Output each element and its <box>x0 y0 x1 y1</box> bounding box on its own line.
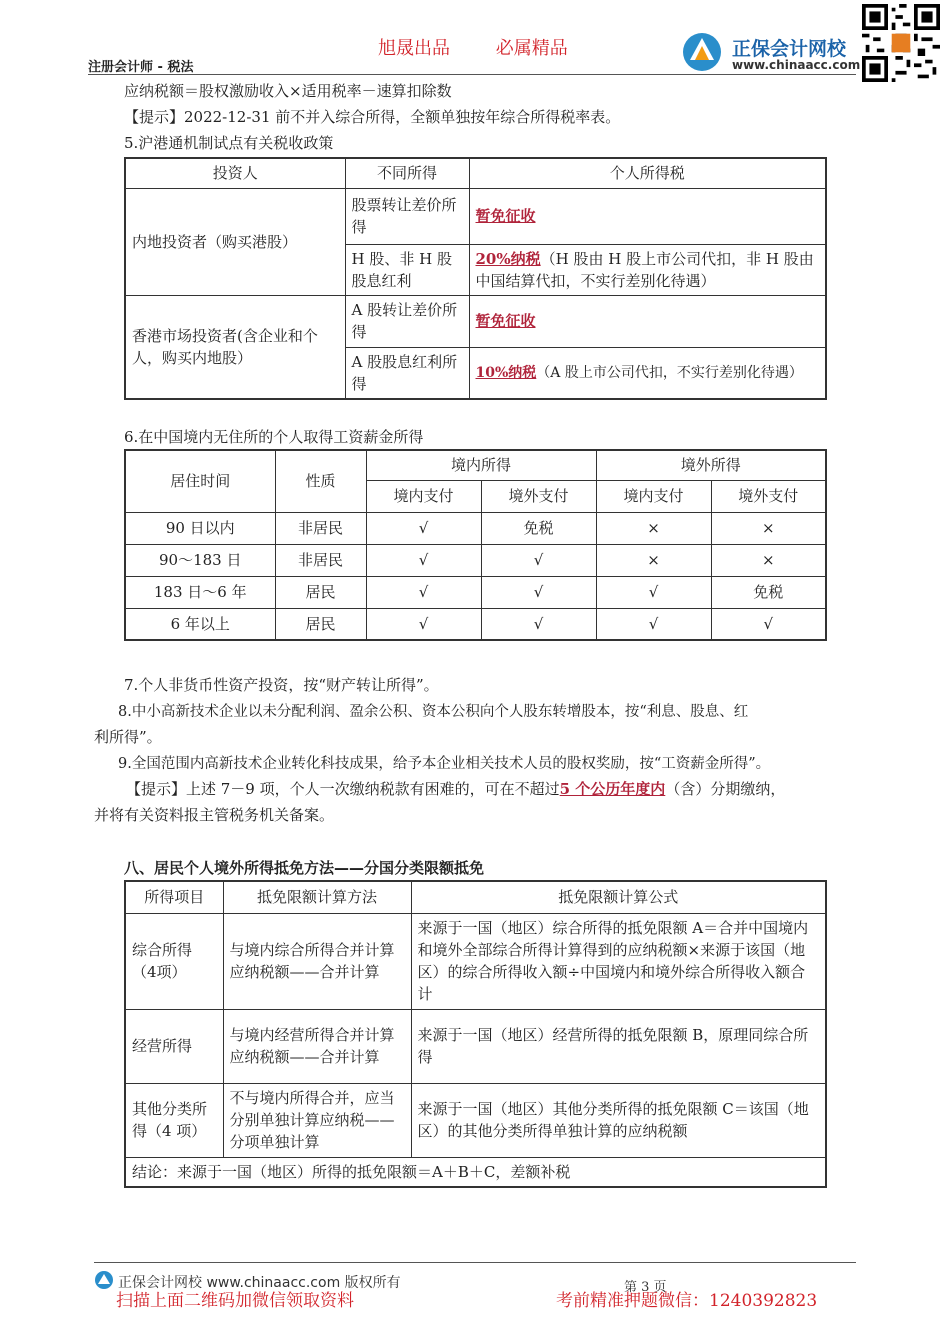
section8-title: 八、居民个人境外所得抵免方法——分国分类限额抵免 <box>124 859 485 877</box>
table-cell: 来源于一国（地区）其他分类所得的抵免限额 C＝该国（地区）的其他分类所得单独计算的应纳税额 <box>411 1083 826 1157</box>
note-tip: 【提示】上述 7－9 项，个人一次缴纳税款有困难的，可在不超过5 个公历年度内（含）分期缴纳， <box>126 780 786 798</box>
conclusion-cell: 结论：来源于一国（地区）所得的抵免限额＝A＋B＋C，差额补税 <box>125 1157 826 1187</box>
th-formula: 抵免限额计算公式 <box>411 881 826 913</box>
table-cell: 非居民 <box>275 544 366 576</box>
tax-cell: 暂免征收 <box>469 188 826 244</box>
th-out-pay: 境外支付 <box>711 480 826 512</box>
table-cell: √ <box>366 608 481 640</box>
table-cell: 非居民 <box>275 512 366 544</box>
header-divider <box>88 74 856 75</box>
hk-connect-table <box>124 157 827 400</box>
th-in-pay: 境内支付 <box>366 480 481 512</box>
logo-name: 正保会计网校 <box>732 38 847 60</box>
table-cell: √ <box>596 608 711 640</box>
th-domestic: 境内所得 <box>366 450 596 480</box>
note-9: 9.全国范围内高新技术企业转化科技成果，给予本企业相关技术人员的股权奖励，按“工资薪金所得”。 <box>118 756 771 772</box>
table-cell: 6 年以上 <box>125 608 275 640</box>
qr-code-icon <box>862 4 940 82</box>
th-income-type: 不同所得 <box>345 158 469 188</box>
table-cell: × <box>596 512 711 544</box>
footer-logo-icon <box>94 1270 114 1290</box>
footer-wechat-id: 考前精准押题微信：1240392823 <box>556 1291 818 1311</box>
footer-wechat-note: 扫描上面二维码加微信领取资料 <box>116 1291 354 1311</box>
table-cell: √ <box>711 608 826 640</box>
table-cell: √ <box>366 512 481 544</box>
table-cell: 居民 <box>275 608 366 640</box>
note-tip-cont: 并将有关资料报主管税务机关备案。 <box>94 806 335 824</box>
logo-icon <box>680 30 728 72</box>
th-iit: 个人所得税 <box>469 158 826 188</box>
table-cell: √ <box>481 544 596 576</box>
th-investor: 投资人 <box>125 158 345 188</box>
income-cell: 股票转让差价所得 <box>345 188 469 244</box>
table-cell: √ <box>366 544 481 576</box>
residency-table <box>124 449 827 641</box>
th-nature: 性质 <box>275 450 366 512</box>
note-8a: 8.中小高新技术企业以未分配利润、盈余公积、资本公积向个人股东转增股本，按“利息、股息、红 <box>118 704 749 720</box>
table-cell: √ <box>366 576 481 608</box>
page-number: 第 3 页 <box>624 1280 667 1295</box>
slogan-left: 旭晟出品 <box>378 38 450 59</box>
th-foreign: 境外所得 <box>596 450 826 480</box>
th-time: 居住时间 <box>125 450 275 512</box>
table-cell: 90 日以内 <box>125 512 275 544</box>
table-cell: × <box>711 512 826 544</box>
table-cell: 183 日～6 年 <box>125 576 275 608</box>
slogan-right: 必属精品 <box>495 38 568 59</box>
th-in-pay: 境内支付 <box>596 480 711 512</box>
table-cell: √ <box>481 576 596 608</box>
table-cell: × <box>711 544 826 576</box>
income-cell: H 股、非 H 股股息红利 <box>345 244 469 295</box>
investor-mainland: 内地投资者（购买港股） <box>125 188 345 295</box>
tip-line: 【提示】2022-12-31 前不并入综合所得，全额单独按年综合所得税率表。 <box>124 108 621 126</box>
table-cell: 免税 <box>711 576 826 608</box>
section5-title: 5.沪港通机制试点有关税收政策 <box>124 134 334 152</box>
tax-cell: 10%纳税（A 股上市公司代扣，不实行差别化待遇） <box>469 347 826 399</box>
table-cell: 来源于一国（地区）综合所得的抵免限额 A＝合并中国境内和境外全部综合所得计算得到的应纳税额×来源于该国（地区）的综合所得收入额÷中国境内和境外综合所得收入额合计 <box>411 913 826 1009</box>
th-method: 抵免限额计算方法 <box>223 881 411 913</box>
table-cell: 与境内经营所得合并计算应纳税额——合并计算 <box>223 1009 411 1083</box>
income-cell: A 股转让差价所得 <box>345 295 469 347</box>
income-cell: A 股股息红利所得 <box>345 347 469 399</box>
tax-cell: 暂免征收 <box>469 295 826 347</box>
table-cell: √ <box>481 608 596 640</box>
table-cell: 其他分类所得（4 项） <box>125 1083 223 1157</box>
table-cell: 90～183 日 <box>125 544 275 576</box>
investor-hk: 香港市场投资者(含企业和个人，购买内地股） <box>125 295 345 399</box>
footer-copyright: 正保会计网校 www.chinaacc.com 版权所有 <box>118 1275 401 1291</box>
table-cell: × <box>596 544 711 576</box>
th-item: 所得项目 <box>125 881 223 913</box>
credit-table <box>124 880 827 1188</box>
header-slogan <box>378 34 608 60</box>
note-8b: 利所得”。 <box>94 728 162 746</box>
page-title: 注册会计师 - 税法 <box>88 60 194 75</box>
table-cell: 与境内综合所得合并计算应纳税额——合并计算 <box>223 913 411 1009</box>
th-out-pay: 境外支付 <box>481 480 596 512</box>
table-cell: 经营所得 <box>125 1009 223 1083</box>
section6-title: 6.在中国境内无住所的个人取得工资薪金所得 <box>124 428 424 446</box>
table-cell: 不与境内所得合并，应当分别单独计算应纳税——分项单独计算 <box>223 1083 411 1157</box>
table-cell: √ <box>596 576 711 608</box>
logo-url: www.chinaacc.com <box>732 58 861 72</box>
table-cell: 来源于一国（地区）经营所得的抵免限额 B，原理同综合所得 <box>411 1009 826 1083</box>
formula-line: 应纳税额＝股权激励收入×适用税率－速算扣除数 <box>124 82 452 100</box>
footer-divider <box>94 1262 856 1263</box>
tax-cell: 20%纳税（H 股由 H 股上市公司代扣，非 H 股由中国结算代扣，不实行差别化待遇） <box>469 244 826 295</box>
note-7: 7.个人非货币性资产投资，按“财产转让所得”。 <box>124 676 439 694</box>
table-cell: 综合所得（4项） <box>125 913 223 1009</box>
table-cell: 居民 <box>275 576 366 608</box>
table-cell: 免税 <box>481 512 596 544</box>
